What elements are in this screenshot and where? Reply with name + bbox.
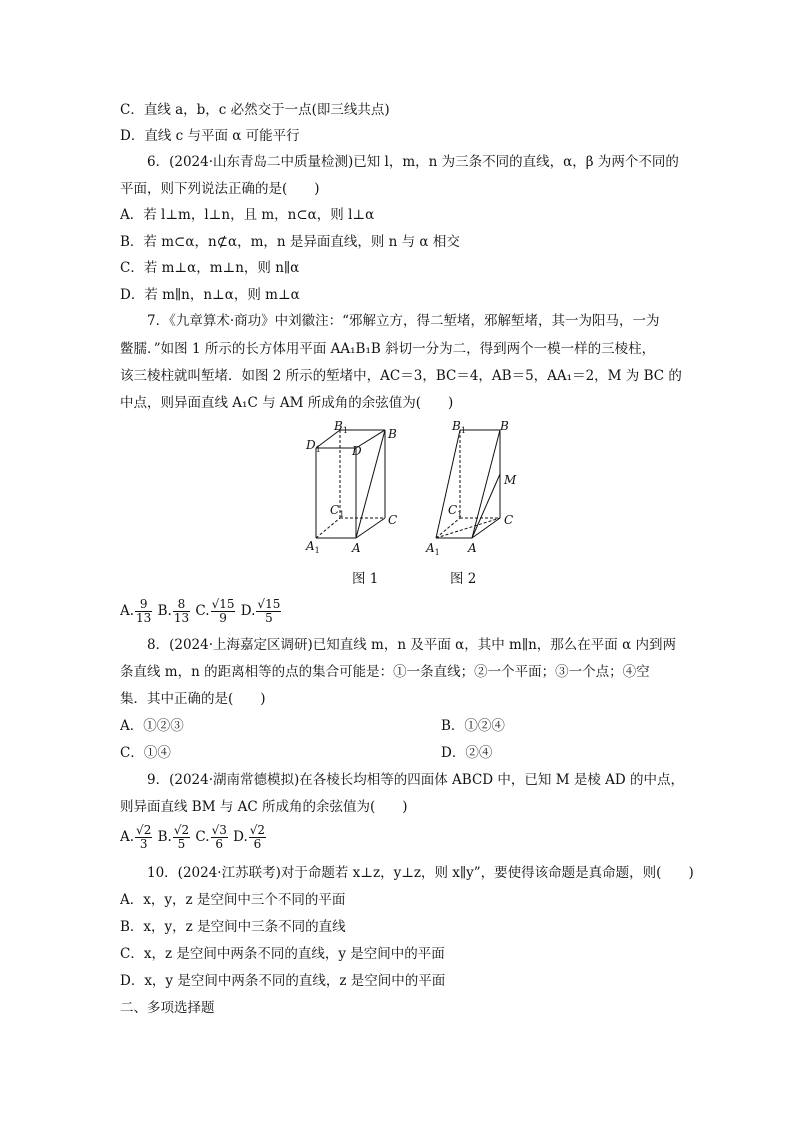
label-c: C [388, 513, 398, 527]
option-d-prev: D．直线 c 与平面 α 可能平行 [120, 128, 300, 144]
q7-line-3: 该三棱柱就叫堑堵．如图 2 所示的堑堵中，AC＝3，BC＝4，AB＝5，AA₁＝2，M 为 BC 的 [120, 368, 682, 384]
q7-option-c-value: $\frac{√15}{9}$ [211, 597, 235, 625]
q7-line-4: 中点，则异面直线 A₁C 与 AM 所成角的余弦值为( ) [120, 395, 454, 411]
q9-option-d-value: $\frac{√2}{6}$ [249, 823, 266, 851]
q8-line-1: 8．(2024·上海嘉定区调研)已知直线 m，n 及平面 α，其中 m∥n，那么在平面 α 内到两 [147, 637, 676, 653]
label-a: A [468, 541, 477, 555]
q7-option-d-label: D. [240, 603, 256, 619]
figure-1-caption: 图 1 [352, 571, 379, 587]
label-b: B [500, 419, 509, 433]
q9-option-b-value: $\frac{√2}{5}$ [173, 823, 190, 851]
q6-option-a: A．若 l⊥m，l⊥n，且 m，n⊂α，则 l⊥α [120, 207, 375, 223]
q6-option-b: B．若 m⊂α，n⊄α，m，n 是异面直线，则 n 与 α 相交 [120, 234, 460, 250]
section-heading-multiple-choice: 二、多项选择题 [120, 1000, 215, 1016]
label-b1: $B_1$ [452, 419, 466, 435]
q10-option-c: C．x，z 是空间中两条不同的直线，y 是空间中的平面 [120, 946, 445, 962]
q7-line-2: 鳖臑．”如图 1 所示的长方体用平面 AA₁B₁B 斜切一分为二，得到两个一模一样的三棱柱， [120, 341, 656, 357]
q7-option-d-value: $\frac{√15}{5}$ [257, 597, 281, 625]
q9-option-d-label: D. [233, 829, 248, 845]
q7-option-b-label: B. [157, 603, 172, 619]
q8-line-3: 集．其中正确的是( ) [120, 691, 266, 707]
label-d: D [352, 444, 362, 458]
figure-2-wedge [420, 418, 520, 558]
label-c: C [504, 513, 514, 527]
label-c1: $C_1$ [330, 503, 345, 519]
q10-option-d: D．x，y 是空间中两条不同的直线，z 是空间中的平面 [120, 973, 446, 989]
figure-2-caption: 图 2 [450, 571, 477, 587]
q9-option-c-value: $\frac{√3}{6}$ [211, 823, 227, 851]
figure-1-cuboid [300, 418, 410, 558]
q6-option-d: D．若 m∥n，n⊥α，则 m⊥α [120, 287, 300, 303]
q9-line-2: 则异面直线 BM 与 AC 所成角的余弦值为( ) [120, 799, 408, 815]
label-a1: $A_1$ [426, 541, 440, 557]
q6-line-1: 6．(2024·山东青岛二中质量检测)已知 l，m，n 为三条不同的直线，α，β 为两个不同的 [147, 154, 679, 170]
label-m: M [504, 473, 517, 487]
q9-option-a-value: $\frac{√2}{3}$ [136, 823, 152, 851]
q8-option-a: A．①②③ [120, 718, 184, 734]
q8-option-c: C．①④ [120, 745, 171, 761]
q9-options [120, 820, 267, 854]
q8-line-2: 条直线 m，n 的距离相等的点的集合可能是：①一条直线；②一个平面；③一个点；④空 [120, 664, 650, 680]
label-b: B [388, 427, 397, 441]
q7-option-a-label: A. [120, 603, 135, 619]
q6-option-c: C．若 m⊥α，m⊥n，则 n∥α [120, 260, 300, 276]
q9-option-c-label: C. [195, 829, 210, 845]
label-d1: $D_1$ [306, 438, 321, 454]
q9-line-1: 9．(2024·湖南常德模拟)在各棱长均相等的四面体 ABCD 中，已知 M 是棱 AD 的中点， [147, 772, 684, 788]
q9-option-a-label: A. [120, 829, 135, 845]
q7-option-c-label: C. [195, 603, 210, 619]
q7-options [120, 594, 282, 628]
label-b1: $B_1$ [334, 419, 348, 435]
q10-option-a: A．x，y，z 是空间中三个不同的平面 [120, 892, 346, 908]
q8-option-d: D．②④ [441, 745, 493, 761]
option-c-prev: C．直线 a，b，c 必然交于一点(即三线共点) [120, 102, 390, 118]
q7-option-b-value: $\frac{8}{13}$ [173, 597, 190, 625]
q10-line-1: 10．(2024·江苏联考)对于命题若 x⊥z，y⊥z，则 x∥y”，要使得该命题是真命题，则( ) [147, 865, 694, 881]
q7-option-a-value: $\frac{9}{13}$ [136, 597, 152, 625]
q9-option-b-label: B. [157, 829, 172, 845]
q8-option-b: B．①②④ [441, 718, 505, 734]
label-a1: $A_1$ [306, 539, 320, 555]
q6-line-2: 平面，则下列说法正确的是( ) [120, 181, 320, 197]
label-a: A [352, 541, 361, 555]
label-c1: $C_1$ [448, 503, 463, 519]
q10-option-b: B．x，y，z 是空间中三条不同的直线 [120, 919, 346, 935]
q7-line-1: 7．《九章算术·商功》中刘徽注：“邪解立方，得二堑堵，邪解堑堵，其一为阳马，一为 [147, 313, 660, 329]
